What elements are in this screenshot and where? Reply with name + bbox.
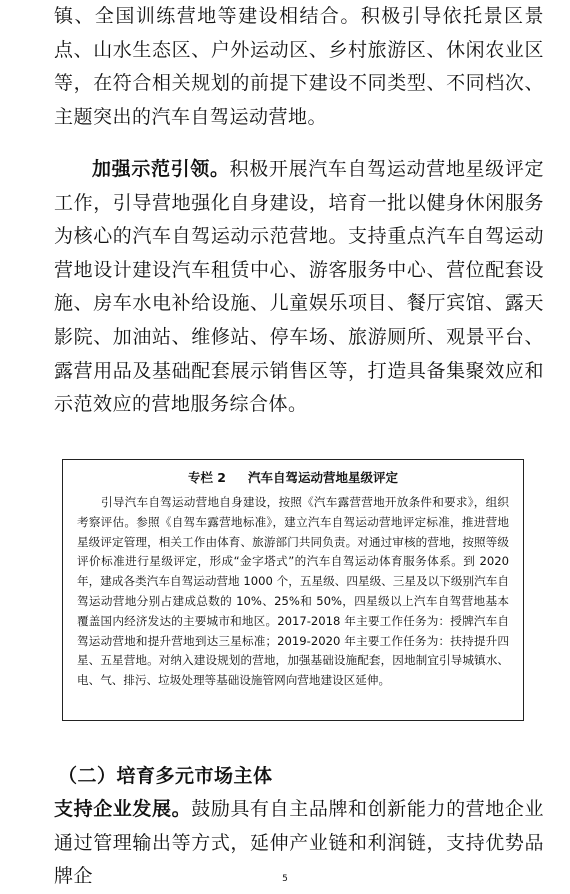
box-label: 专栏 2 [187,470,227,485]
paragraph-lead: 支持企业发展。 [54,798,192,820]
box-heading: 汽车自驾运动营地星级评定 [248,470,399,485]
paragraph-text: 积极开展汽车自驾运动营地星级评定工作，引导营地强化自身建设，培育一批以健身休闲服务为核心的汽车自驾运动示范营地。支持重点汽车自驾运动营地设计建设汽车租赁中心、游客服务中心、营位配套设施、房车水电补给设施、儿童娱乐项目、餐厅宾馆、露天影院、加油站、维修站、停车场、旅游厕所、观景平台、露营用品及基础配套展示销售区等，打造具备集聚效应和示范效应的营地服务综合体。 [54,158,544,416]
paragraph-demonstration [54,153,544,422]
box-body: 引导汽车自驾运动营地自身建设，按照《汽车露营营地开放条件和要求》，组织考察评估。参照《自驾车露营地标准》，建立汽车自驾运动营地评定标准，推进营地星级评定管理，相关工作由体育、旅游部门共同负责。对通过审核的营地，按照等级评价标准进行星级评定，形成“金字塔式”的汽车自驾运动体育服务体系。到 2020 年，建成各类汽车自驾运动营地 1000 个，五星级、四星级、三星及以下级别汽车自驾运动营地分别占建成总数的 10%、25%和 50%，四星级以上汽车自驾营地基本覆盖国内经济发达的主要城市和地区。2017-2018 年主要工作任务为：授牌汽车自驾运动营地和提升营地到达三星标准；2019-2020 年主要工作任务为：扶持提升四星、五星营地。对纳入建设规划的营地，加强基础设施配套，因地制宜引导城镇水、电、气、排污、垃圾处理等基础设施管网向营地建设区延伸。 [77,495,509,688]
page-number: 5 [282,874,288,884]
paragraph-lead: 加强示范引领。 [92,158,230,180]
paragraph-text: 镇、全国训练营地等建设相结合。积极引导依托景区景点、山水生态区、户外运动区、乡村旅游区、休闲农业区等，在符合相关规划的前提下建设不同类型、不同档次、主题突出的汽车自驾运动营地。 [54,5,544,128]
paragraph-camp-types [54,0,544,134]
box-title [77,468,509,488]
section-heading: （二）培育多元市场主体 [58,765,273,787]
paragraph-text: 鼓励具有自主品牌和创新能力的营地企业通过管理输出等方式，延伸产业链和利润链，支持优势品牌企 [54,798,544,888]
column-box [62,459,524,721]
